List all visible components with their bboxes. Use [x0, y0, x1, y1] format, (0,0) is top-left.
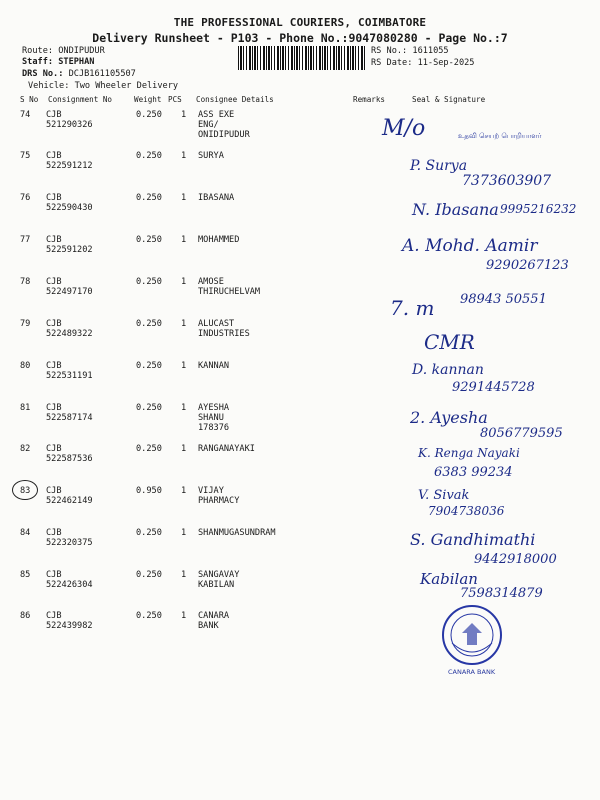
phone-row-77: 9290267123 — [486, 258, 569, 273]
phone-row-76: 9995216232 — [500, 202, 577, 216]
rs-date: RS Date: 11-Sep-2025 — [371, 58, 475, 68]
staff-value: STEPHAN — [58, 57, 95, 67]
bank-stamp-label: CANARA BANK — [448, 668, 496, 676]
signature-row-85: Kabilan — [420, 570, 478, 588]
col-sno: S No — [20, 95, 39, 104]
col-pcs: PCS — [168, 95, 182, 104]
drs-label: DRS No.: — [22, 69, 64, 79]
drs-value: DCJB161105507 — [68, 69, 136, 79]
phone-row-83: 7904738036 — [428, 504, 505, 518]
signature-row-82: K. Renga Nayaki — [418, 446, 520, 460]
rs-number: RS No.: 1611055 — [371, 46, 449, 56]
col-remarks: Remarks — [353, 95, 386, 104]
signature-row-84: S. Gandhimathi — [410, 530, 536, 549]
col-weight: Weight — [134, 95, 162, 104]
staff-label: Staff: — [22, 57, 54, 67]
canara-bank-stamp-icon — [440, 603, 504, 667]
phone-row-82: 6383 99234 — [434, 465, 513, 480]
vehicle-info: Vehicle: Two Wheeler Delivery — [28, 81, 179, 91]
signature-row-74: M/o — [382, 116, 426, 141]
phone-row-80: 9291445728 — [452, 380, 535, 395]
col-consignee: Consignee Details — [196, 95, 274, 104]
phone-row-78: 98943 50551 — [460, 292, 547, 307]
col-seal-signature: Seal & Signature — [412, 95, 486, 104]
col-consignment: Consignment No — [48, 95, 113, 104]
drs-info — [22, 69, 136, 79]
signature-row-77: A. Mohd. Aamir — [402, 236, 538, 256]
document-title: THE PROFESSIONAL COURIERS, COIMBATORE — [173, 16, 427, 29]
phone-row-84: 9442918000 — [474, 552, 557, 567]
document-subtitle: Delivery Runsheet - P103 - Phone No.:9047080280 - Page No.:7 — [92, 31, 508, 45]
signature-row-80: D. kannan — [412, 362, 484, 378]
row-83-circle-mark — [12, 480, 38, 500]
phone-row-81: 8056779595 — [480, 426, 563, 441]
signature-row-75: P. Surya — [410, 158, 468, 174]
route-info: Route: ONDIPUDUR — [22, 46, 105, 56]
staff-info — [22, 57, 94, 67]
signature-row-78: 7. m — [390, 296, 435, 320]
phone-row-75: 7373603907 — [462, 173, 552, 189]
signature-row-79: CMR — [424, 330, 475, 354]
signature-row-81: 2. Ayesha — [410, 408, 488, 427]
barcode — [238, 46, 366, 70]
signature-row-76: N. Ibasana — [412, 200, 499, 219]
signature-row-83: V. Sivak — [418, 488, 470, 503]
phone-row-85: 7598314879 — [460, 586, 543, 601]
tamil-stamp-row-74: உதவி செயற் பொறியாளர் — [458, 132, 542, 140]
